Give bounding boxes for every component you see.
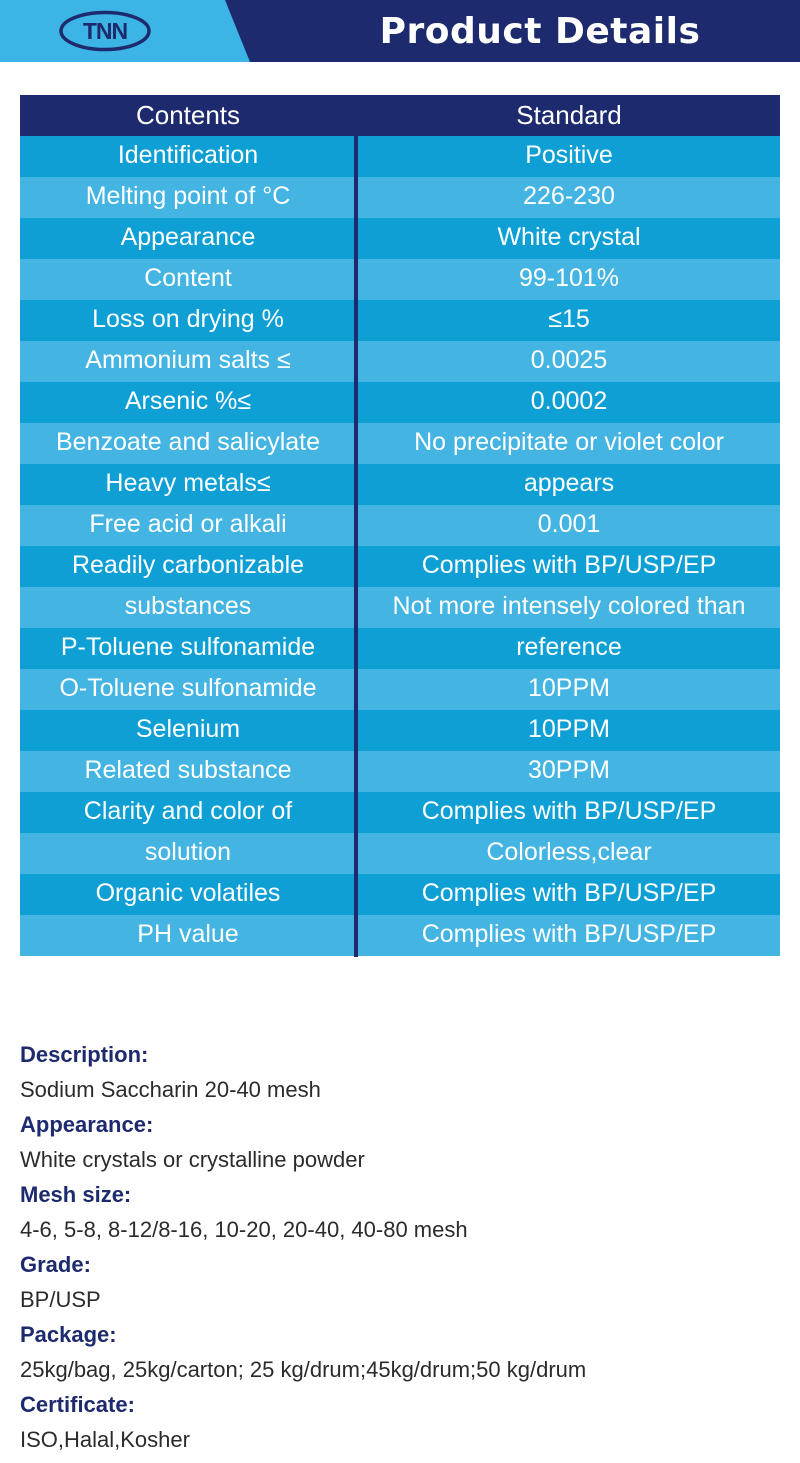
table-row <box>20 546 780 587</box>
table-body <box>20 136 780 957</box>
standard-cell: White crystal <box>497 223 641 251</box>
table-row <box>20 259 780 300</box>
table-row <box>20 218 780 259</box>
contents-cell: Related substance <box>84 756 292 784</box>
appearance-label: Appearance: <box>20 1112 154 1137</box>
certificate-value: ISO,Halal,Kosher <box>20 1427 190 1452</box>
column-divider <box>354 136 358 957</box>
contents-cell: Ammonium salts ≤ <box>85 346 291 374</box>
table-row <box>20 628 780 669</box>
contents-cell: solution <box>144 838 232 866</box>
mesh-size-label: Mesh size: <box>20 1182 132 1207</box>
standard-cell: reference <box>516 633 622 661</box>
table-row <box>20 874 780 915</box>
contents-cell: Free acid or alkali <box>89 510 287 538</box>
page-title: Product Details <box>379 11 701 52</box>
column-header-standard: Standard <box>516 100 622 130</box>
standard-cell: 226-230 <box>523 182 615 210</box>
standard-cell: Complies with BP/USP/EP <box>421 797 717 825</box>
package-value: 25kg/bag, 25kg/carton; 25 kg/drum;45kg/drum;50 kg/drum <box>20 1357 587 1382</box>
contents-cell: Clarity and color of <box>83 797 293 825</box>
logo-text: TNN <box>82 18 128 44</box>
table-header-row <box>20 95 780 136</box>
standard-cell: Complies with BP/USP/EP <box>421 879 717 907</box>
table-row <box>20 300 780 341</box>
package-label: Package: <box>20 1322 117 1347</box>
standard-cell: 0.001 <box>537 510 601 538</box>
standard-cell: Complies with BP/USP/EP <box>421 551 717 579</box>
appearance-value: White crystals or crystalline powder <box>20 1147 365 1172</box>
contents-cell: Content <box>144 264 232 292</box>
standard-cell: 0.0025 <box>530 346 608 374</box>
contents-cell: Heavy metals≤ <box>105 469 271 497</box>
table-row <box>20 382 780 423</box>
table-row <box>20 669 780 710</box>
column-header-contents: Contents <box>135 100 241 130</box>
contents-cell: Appearance <box>120 223 256 251</box>
table-row <box>20 341 780 382</box>
table-row <box>20 710 780 751</box>
specification-table <box>20 95 780 957</box>
standard-cell: No precipitate or violet color <box>414 428 724 456</box>
contents-cell: Benzoate and salicylate <box>55 428 321 456</box>
standard-cell: appears <box>523 469 615 497</box>
table-row <box>20 464 780 505</box>
description-label: Description: <box>20 1042 149 1067</box>
standard-cell: Not more intensely colored than <box>392 592 746 620</box>
table-row <box>20 792 780 833</box>
grade-value: BP/USP <box>20 1287 101 1312</box>
tnn-logo <box>58 10 152 52</box>
table-row <box>20 177 780 218</box>
product-details-section <box>20 1040 780 1460</box>
standard-cell: 99-101% <box>518 264 620 292</box>
page-header <box>0 0 800 62</box>
contents-cell: Readily carbonizable <box>71 551 305 579</box>
certificate-label: Certificate: <box>20 1392 135 1417</box>
standard-cell: Positive <box>525 141 613 169</box>
table-row <box>20 587 780 628</box>
contents-cell: Selenium <box>135 715 241 743</box>
standard-cell: Colorless,clear <box>486 838 652 866</box>
mesh-size-value: 4-6, 5-8, 8-12/8-16, 10-20, 20-40, 40-80 mesh <box>20 1217 468 1242</box>
contents-cell: P-Toluene sulfonamide <box>60 633 316 661</box>
standard-cell: 0.0002 <box>530 387 608 415</box>
contents-cell: Identification <box>117 141 259 169</box>
standard-cell: 10PPM <box>528 674 610 702</box>
table-row <box>20 915 780 956</box>
standard-cell: 30PPM <box>528 756 610 784</box>
description-value: Sodium Saccharin 20-40 mesh <box>20 1077 321 1102</box>
table-row <box>20 423 780 464</box>
table-row <box>20 833 780 874</box>
table-row <box>20 751 780 792</box>
contents-cell: Arsenic %≤ <box>124 387 252 415</box>
standard-cell: Complies with BP/USP/EP <box>421 920 717 948</box>
contents-cell: Loss on drying % <box>92 305 284 333</box>
contents-cell: Organic volatiles <box>95 879 281 907</box>
contents-cell: Melting point of °C <box>85 182 291 210</box>
standard-cell: ≤15 <box>548 305 590 333</box>
contents-cell: PH value <box>137 920 239 948</box>
grade-label: Grade: <box>20 1252 91 1277</box>
table-row <box>20 136 780 177</box>
contents-cell: O-Toluene sulfonamide <box>59 674 317 702</box>
table-row <box>20 505 780 546</box>
contents-cell: substances <box>124 592 252 620</box>
standard-cell: 10PPM <box>528 715 610 743</box>
